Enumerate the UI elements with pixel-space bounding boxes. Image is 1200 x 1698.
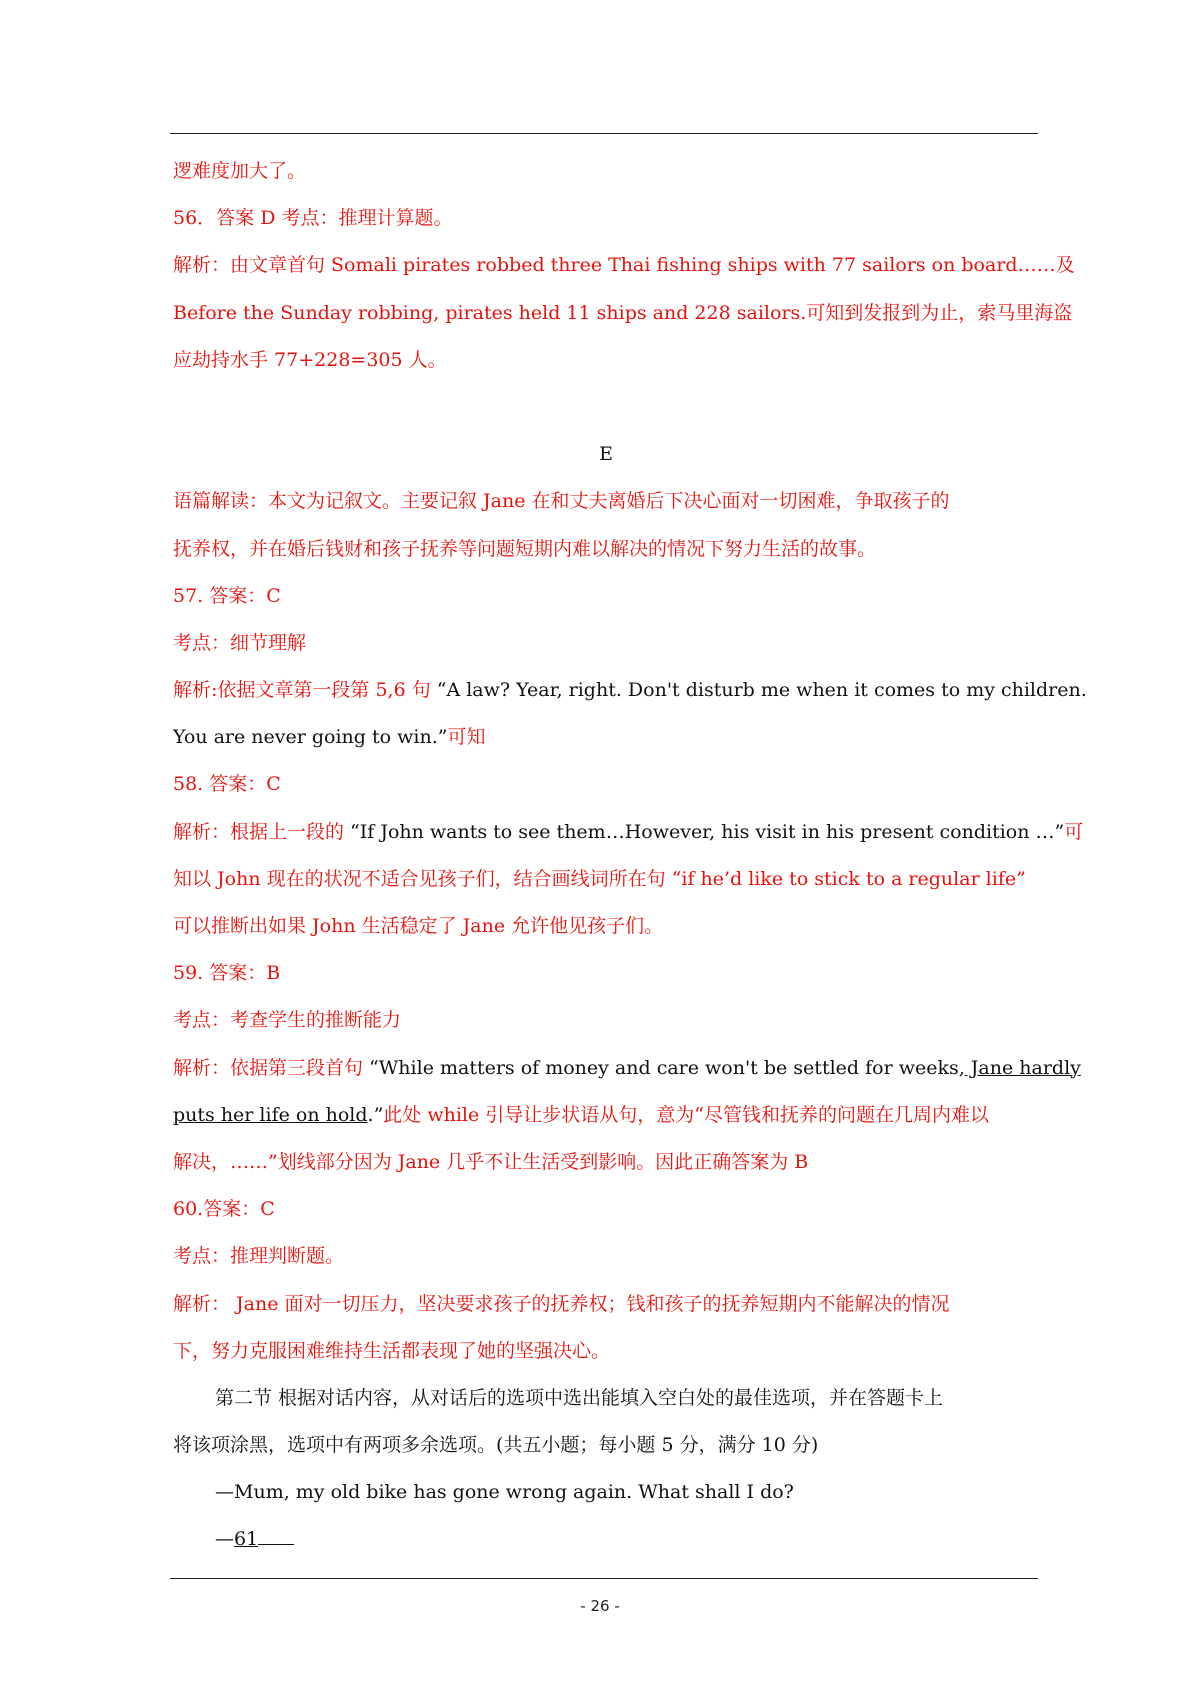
topic-59: 考点：考查学生的推断能力: [173, 1009, 402, 1032]
text-line: 逻难度加大了。: [173, 160, 307, 182]
header-rule: [170, 133, 1038, 134]
blank-61-number: 61: [234, 1528, 259, 1551]
analysis-59-underlined-cont: puts her life on hold: [173, 1103, 368, 1126]
analysis-57-conclusion: 可知: [447, 726, 486, 749]
page-number: - 26 -: [580, 1597, 620, 1615]
section2-instructions-line1: 第二节 根据对话内容，从对话后的选项中选出能填入空白处的最佳选项，并在答题卡上: [215, 1386, 944, 1409]
blank-61-line: [258, 1524, 294, 1545]
analysis-59-label: 解析：依据第三段首句: [173, 1056, 364, 1079]
dialogue-line: —Mum, my old bike has gone wrong again. What shall I do?: [215, 1481, 794, 1504]
topic-57: 考点：细节理解: [173, 631, 307, 654]
answer-56: 56．答案 D 考点：推理计算题。: [173, 207, 453, 230]
answer-59: 59. 答案：B: [173, 962, 281, 985]
analysis-59-line1: [173, 1045, 1081, 1092]
analysis-59-underlined: Jane hardly: [964, 1056, 1081, 1079]
analysis-58-line2: 知以 John 现在的状况不适合见孩子们，结合画线词所在句 “if he’d like to stick to a regular life”: [173, 867, 1026, 890]
analysis-60-line1: 解析： Jane 面对一切压力，坚决要求孩子的抚养权；钱和孩子的抚养短期内不能解决的情况: [173, 1292, 950, 1315]
analysis-56-line2: Before the Sunday robbing, pirates held 11 ships and 228 sailors.可知到发报到为止，索马里海盗: [173, 301, 1073, 324]
analysis-58-quote: “If John wants to see them…However, his visit in his present condition …”: [344, 820, 1065, 843]
topic-60: 考点：推理判断题。: [173, 1245, 345, 1268]
answer-57: 57. 答案：C: [173, 584, 281, 607]
passage-summary-line1: 语篇解读：本文为记叙文。主要记叙 Jane 在和丈夫离婚后下决心面对一切困难，争取孩子的: [173, 490, 950, 513]
analysis-59-quote-end: .”: [367, 1103, 384, 1126]
section2-instructions-line2: 将该项涂黑，选项中有两项多余选项。(共五小题；每小题 5 分，满分 10 分): [173, 1434, 819, 1457]
analysis-57-line1: [173, 667, 1087, 714]
spacer: [173, 384, 1039, 431]
analysis-59-line2: [173, 1092, 1039, 1139]
analysis-57-line2: [173, 714, 1039, 761]
answer-58: 58. 答案：C: [173, 773, 281, 796]
analysis-59-quote: “While matters of money and care won't be settled for weeks,: [363, 1056, 965, 1079]
analysis-58-tail: 可: [1064, 820, 1084, 843]
analysis-59-explanation: 此处 while 引导让步状语从句，意为“尽管钱和抚养的问题在几周内难以: [383, 1103, 989, 1126]
section-heading-e: E: [599, 443, 613, 466]
analysis-56-line1: 解析：由文章首句 Somali pirates robbed three Thai fishing ships with 77 sailors on board……及: [173, 254, 1075, 277]
analysis-60-line2: 下，努力克服困难维持生活都表现了她的坚强决心。: [173, 1339, 611, 1362]
analysis-57-quote: “A law? Year, right. Don't disturb me when it comes to my children.: [430, 679, 1087, 702]
analysis-58-line1: [173, 809, 1084, 856]
analysis-59-line3: 解决，……”划线部分因为 Jane 几乎不让生活受到影响。因此正确答案为 B: [173, 1150, 809, 1173]
passage-summary-line2: 抚养权，并在婚后钱财和孩子抚养等问题短期内难以解决的情况下努力生活的故事。: [173, 537, 877, 560]
analysis-56-line3: 应劫持水手 77+228=305 人。: [173, 348, 447, 371]
analysis-57-quote-end: You are never going to win.”: [173, 726, 448, 749]
footer-rule: [170, 1578, 1038, 1579]
page-content: [173, 148, 1087, 1564]
dialogue-dash: —: [215, 1528, 234, 1551]
analysis-57-label: 解析:依据文章第一段第 5,6 句: [173, 679, 431, 702]
analysis-58-line3: 可以推断出如果 John 生活稳定了 Jane 允许他见孩子们。: [173, 915, 664, 937]
dialogue-blank-61: [173, 1516, 1039, 1563]
answer-60: 60.答案：C: [173, 1198, 275, 1221]
analysis-58-label: 解析：根据上一段的: [173, 820, 345, 843]
